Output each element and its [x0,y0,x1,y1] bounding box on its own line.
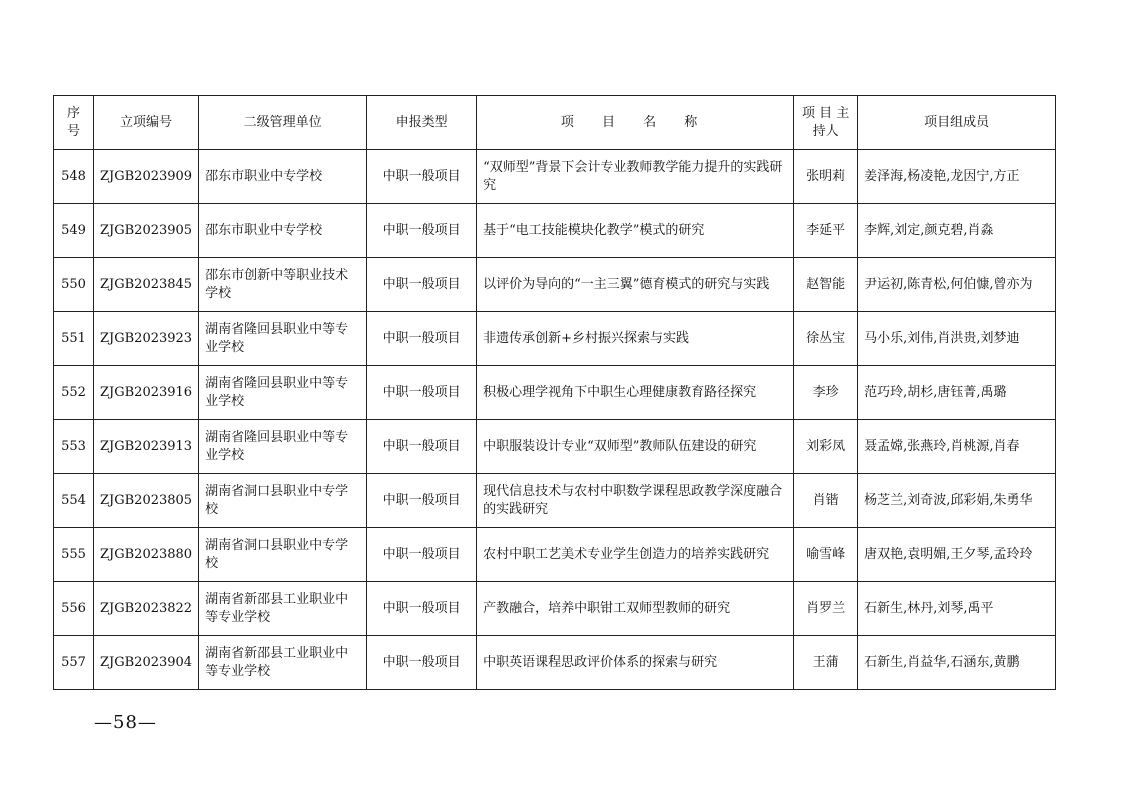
cell-name: 以评价为导向的“一主三翼”德育模式的研究与实践 [477,258,794,312]
cell-members: 石新生,林丹,刘琴,禹平 [858,582,1056,636]
cell-type: 中职一般项目 [367,420,477,474]
table-row [54,258,1056,312]
cell-members: 姜泽海,杨凌艳,龙因宁,方正 [858,150,1056,204]
table-row [54,636,1056,690]
cell-code: ZJGB2023913 [94,420,199,474]
cell-unit: 湖南省隆回县职业中等专业学校 [199,366,367,420]
cell-name: 积极心理学视角下中职生心理健康教育路径探究 [477,366,794,420]
header-members: 项目组成员 [858,96,1056,150]
cell-name: 现代信息技术与农村中职数学课程思政教学深度融合的实践研究 [477,474,794,528]
cell-seq: 553 [54,420,94,474]
table-row [54,474,1056,528]
cell-name: 产教融合，培养中职钳工双师型教师的研究 [477,582,794,636]
cell-type: 中职一般项目 [367,258,477,312]
cell-type: 中职一般项目 [367,366,477,420]
cell-seq: 555 [54,528,94,582]
cell-unit: 邵东市创新中等职业技术学校 [199,258,367,312]
header-name: 项 目 名 称 [477,96,794,150]
table-header [54,96,1056,150]
cell-host: 徐丛宝 [794,312,858,366]
cell-seq: 551 [54,312,94,366]
cell-code: ZJGB2023904 [94,636,199,690]
cell-code: ZJGB2023805 [94,474,199,528]
cell-name: 中职服装设计专业“双师型”教师队伍建设的研究 [477,420,794,474]
cell-members: 范巧玲,胡杉,唐钰菁,禹璐 [858,366,1056,420]
cell-members: 马小乐,刘伟,肖洪贵,刘梦迪 [858,312,1056,366]
cell-unit: 湖南省新邵县工业职业中等专业学校 [199,582,367,636]
cell-code: ZJGB2023916 [94,366,199,420]
cell-type: 中职一般项目 [367,636,477,690]
cell-members: 李辉,刘定,颜克碧,肖淼 [858,204,1056,258]
header-seq: 序号 [54,96,94,150]
cell-members: 尹运初,陈青松,何伯慷,曾亦为 [858,258,1056,312]
table-row [54,366,1056,420]
cell-seq: 556 [54,582,94,636]
cell-unit: 湖南省隆回县职业中等专业学校 [199,420,367,474]
cell-code: ZJGB2023905 [94,204,199,258]
cell-host: 李延平 [794,204,858,258]
table-row [54,150,1056,204]
cell-unit: 湖南省新邵县工业职业中等专业学校 [199,636,367,690]
cell-code: ZJGB2023822 [94,582,199,636]
cell-type: 中职一般项目 [367,474,477,528]
cell-type: 中职一般项目 [367,204,477,258]
cell-unit: 邵东市职业中专学校 [199,204,367,258]
cell-code: ZJGB2023909 [94,150,199,204]
cell-code: ZJGB2023845 [94,258,199,312]
table-row [54,528,1056,582]
header-row [54,96,1056,150]
header-type: 申报类型 [367,96,477,150]
cell-code: ZJGB2023923 [94,312,199,366]
cell-type: 中职一般项目 [367,528,477,582]
cell-members: 聂孟嫦,张燕玲,肖桃源,肖春 [858,420,1056,474]
cell-unit: 湖南省洞口县职业中专学校 [199,528,367,582]
cell-name: 中职英语课程思政评价体系的探索与研究 [477,636,794,690]
cell-type: 中职一般项目 [367,150,477,204]
header-code: 立项编号 [94,96,199,150]
cell-members: 石新生,肖益华,石涵东,黄鹏 [858,636,1056,690]
cell-type: 中职一般项目 [367,312,477,366]
cell-seq: 557 [54,636,94,690]
table-row [54,420,1056,474]
cell-host: 李珍 [794,366,858,420]
page-number: —58— [94,712,157,733]
cell-name: “双师型”背景下会计专业教师教学能力提升的实践研究 [477,150,794,204]
cell-unit: 湖南省洞口县职业中专学校 [199,474,367,528]
cell-name: 农村中职工艺美术专业学生创造力的培养实践研究 [477,528,794,582]
cell-name: 非遗传承创新+乡村振兴探索与实践 [477,312,794,366]
cell-host: 肖锴 [794,474,858,528]
cell-code: ZJGB2023880 [94,528,199,582]
cell-unit: 湖南省隆回县职业中等专业学校 [199,312,367,366]
cell-name: 基于“电工技能模块化教学”模式的研究 [477,204,794,258]
table-row [54,312,1056,366]
cell-host: 赵智能 [794,258,858,312]
cell-host: 王蒲 [794,636,858,690]
table-row [54,204,1056,258]
project-table [53,95,1056,690]
cell-seq: 552 [54,366,94,420]
header-unit: 二级管理单位 [199,96,367,150]
table-row [54,582,1056,636]
cell-members: 唐双艳,袁明媚,王夕琴,孟玲玲 [858,528,1056,582]
cell-unit: 邵东市职业中专学校 [199,150,367,204]
cell-host: 肖罗兰 [794,582,858,636]
cell-host: 喻雪峰 [794,528,858,582]
table-body [54,150,1056,690]
cell-seq: 554 [54,474,94,528]
cell-seq: 549 [54,204,94,258]
header-host: 项 目 主持人 [794,96,858,150]
cell-members: 杨芝兰,刘奇波,邱彩娟,朱勇华 [858,474,1056,528]
cell-seq: 548 [54,150,94,204]
cell-type: 中职一般项目 [367,582,477,636]
cell-host: 刘彩凤 [794,420,858,474]
cell-seq: 550 [54,258,94,312]
cell-host: 张明莉 [794,150,858,204]
